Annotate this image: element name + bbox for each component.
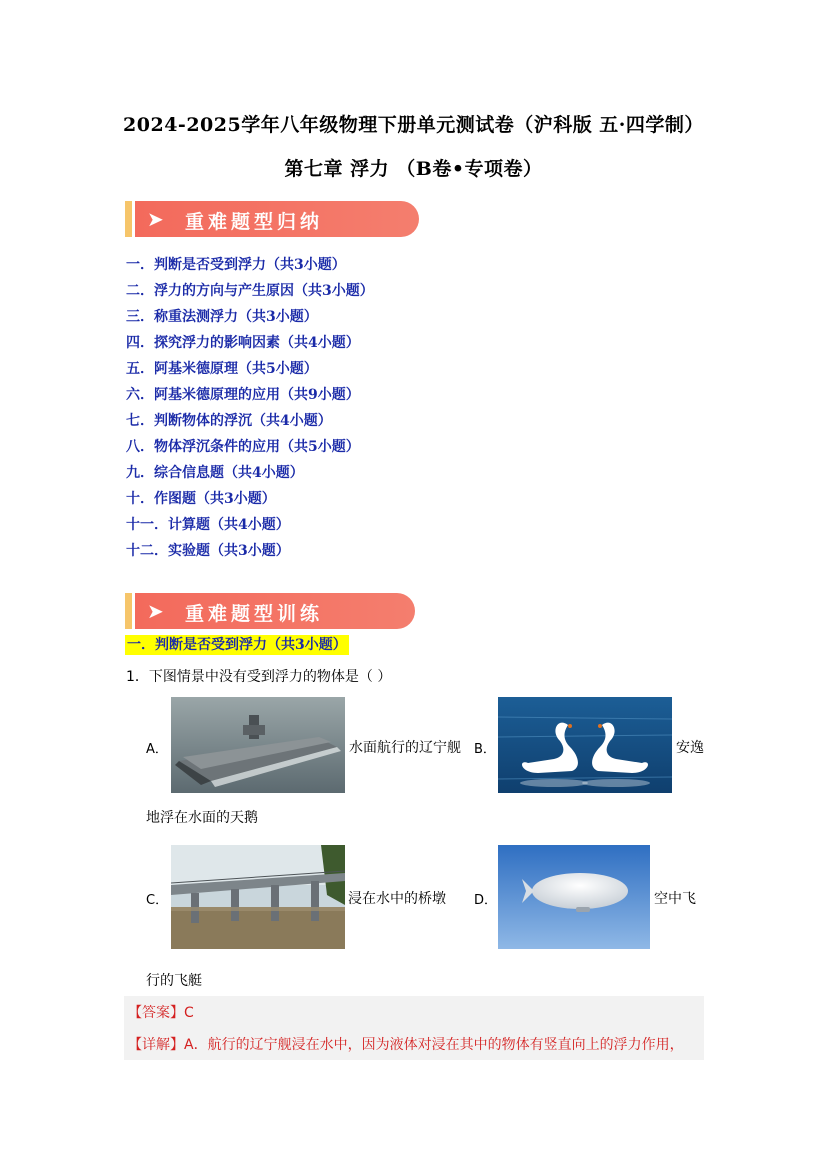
toc-item[interactable]: 一．判断是否受到浮力（共3小题） — [126, 257, 346, 273]
toc-item[interactable]: 六．阿基米德原理的应用（共9小题） — [126, 387, 360, 403]
arrow-icon: ➤ — [147, 207, 164, 231]
toc-item[interactable]: 七．判断物体的浮沉（共4小题） — [126, 413, 332, 429]
option-d-letter: D． — [474, 893, 498, 908]
table-of-contents — [126, 254, 374, 566]
banner-label: 重难题型归纳 — [185, 211, 324, 233]
option-b-text-continued: 地浮在水面的天鹅 — [146, 810, 258, 826]
document-title: 2024-2025学年八年级物理下册单元测试卷（沪科版 五·四学制） — [123, 114, 704, 136]
option-c-letter: C． — [146, 893, 169, 908]
answer-text: 【答案】C — [128, 1005, 194, 1021]
airship-image — [498, 845, 650, 949]
section-heading-highlighted: 一．判断是否受到浮力（共3小题） — [127, 637, 347, 653]
toc-item[interactable]: 十一．计算题（共4小题） — [126, 517, 290, 533]
toc-item[interactable]: 十．作图题（共3小题） — [126, 491, 276, 507]
toc-item[interactable]: 九．综合信息题（共4小题） — [126, 465, 304, 481]
explanation-text: 【详解】A．航行的辽宁舰浸在水中，因为液体对浸在其中的物体有竖直向上的浮力作用， — [128, 1037, 684, 1053]
aircraft-carrier-image — [171, 697, 345, 793]
toc-item[interactable]: 八．物体浮沉条件的应用（共5小题） — [126, 439, 360, 455]
question-stem: 1．下图情景中没有受到浮力的物体是（ ） — [126, 669, 392, 685]
option-a-text: 水面航行的辽宁舰 — [349, 740, 461, 756]
toc-item[interactable]: 十二．实验题（共3小题） — [126, 543, 290, 559]
toc-item[interactable]: 五．阿基米德原理（共5小题） — [126, 361, 318, 377]
option-d-text-continued: 行的飞艇 — [146, 973, 202, 989]
section-banner-training — [125, 593, 417, 629]
toc-item[interactable]: 四．探究浮力的影响因素（共4小题） — [126, 335, 360, 351]
banner-label: 重难题型训练 — [185, 603, 324, 625]
banner-stripe — [125, 201, 132, 237]
option-d-text: 空中飞 — [654, 891, 696, 907]
chapter-title: 第七章 浮力 （B卷•专项卷） — [284, 158, 543, 180]
option-b-text: 安逸 — [676, 740, 704, 756]
toc-item[interactable]: 二．浮力的方向与产生原因（共3小题） — [126, 283, 374, 299]
arrow-icon: ➤ — [147, 599, 164, 623]
option-b-letter: B． — [474, 742, 496, 757]
option-a-letter: A． — [146, 742, 168, 757]
section-banner-summary — [125, 201, 421, 237]
toc-item[interactable]: 三．称重法测浮力（共3小题） — [126, 309, 318, 325]
option-c-text: 浸在水中的桥墩 — [348, 891, 446, 907]
banner-stripe — [125, 593, 132, 629]
bridge-image — [171, 845, 345, 949]
swans-image — [498, 697, 672, 793]
